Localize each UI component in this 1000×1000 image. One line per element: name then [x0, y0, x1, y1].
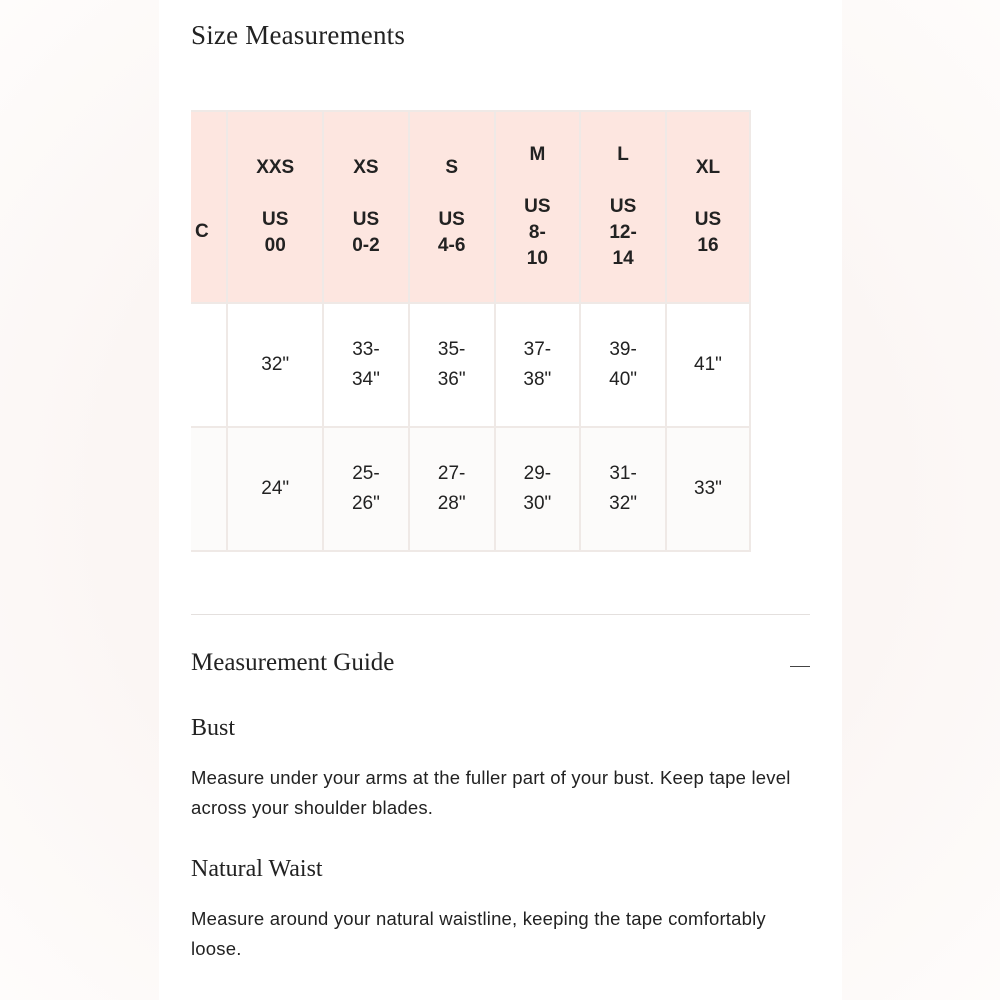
table-cell: 31- 32"	[580, 427, 666, 551]
table-cell: 24"	[227, 427, 323, 551]
us-label: US	[609, 196, 637, 217]
size-label: XXS	[256, 157, 295, 178]
size-table	[191, 110, 751, 552]
size-label: XL	[695, 157, 721, 178]
us-size-value: 0-2	[352, 235, 380, 256]
table-cell: 39- 40"	[580, 303, 666, 427]
table-cell: 33"	[666, 427, 750, 551]
us-label: US	[438, 209, 465, 230]
table-cell: 27- 28"	[409, 427, 495, 551]
header-cell-xs	[323, 111, 409, 303]
size-label: M	[529, 144, 546, 165]
us-size-value: 8- 10	[526, 222, 548, 269]
minus-icon	[790, 666, 810, 667]
header-cell-xxs	[227, 111, 323, 303]
bust-heading: Bust	[191, 715, 236, 741]
table-row-waist	[191, 427, 750, 551]
header-cell-s	[409, 111, 495, 303]
waist-heading: Natural Waist	[191, 856, 323, 882]
table-cell: 25- 26"	[323, 427, 409, 551]
bust-description: Measure under your arms at the fuller part of your bust. Keep tape level across your shoulder blades.	[191, 767, 791, 818]
row-label-cell	[191, 427, 227, 551]
us-size-value: 4-6	[437, 235, 466, 256]
us-label: US	[694, 209, 722, 230]
us-size-value: 12- 14	[609, 222, 637, 269]
us-label: US	[262, 209, 289, 230]
size-table-scroll-area[interactable]	[191, 110, 810, 552]
size-label: XS	[353, 157, 379, 178]
guide-title[interactable]: Measurement Guide	[191, 649, 395, 676]
collapse-guide-button[interactable]	[786, 653, 816, 679]
header-cell-label	[191, 111, 227, 303]
table-header-row	[191, 111, 750, 303]
size-label: S	[445, 157, 458, 178]
size-label: L	[617, 144, 629, 165]
us-label: US	[524, 196, 551, 217]
page-title: Size Measurements	[191, 20, 406, 50]
header-cell-m	[495, 111, 581, 303]
table-cell: 33- 34"	[323, 303, 409, 427]
table-row-bust	[191, 303, 750, 427]
table-cell: 35- 36"	[409, 303, 495, 427]
us-size-value: 16	[697, 235, 719, 256]
header-cell-xl	[666, 111, 750, 303]
table-cell: 29- 30"	[495, 427, 581, 551]
table-cell: 37- 38"	[495, 303, 581, 427]
row-label-cell	[191, 303, 227, 427]
table-cell: 41"	[666, 303, 750, 427]
us-label: US	[352, 209, 380, 230]
clipped-column-letter: C	[195, 221, 209, 242]
us-size-value: 00	[264, 235, 286, 256]
waist-description: Measure around your natural waistline, keeping the tape comfortably loose.	[191, 908, 766, 959]
section-divider	[191, 614, 810, 615]
table-cell: 32"	[227, 303, 323, 427]
header-cell-l	[580, 111, 666, 303]
